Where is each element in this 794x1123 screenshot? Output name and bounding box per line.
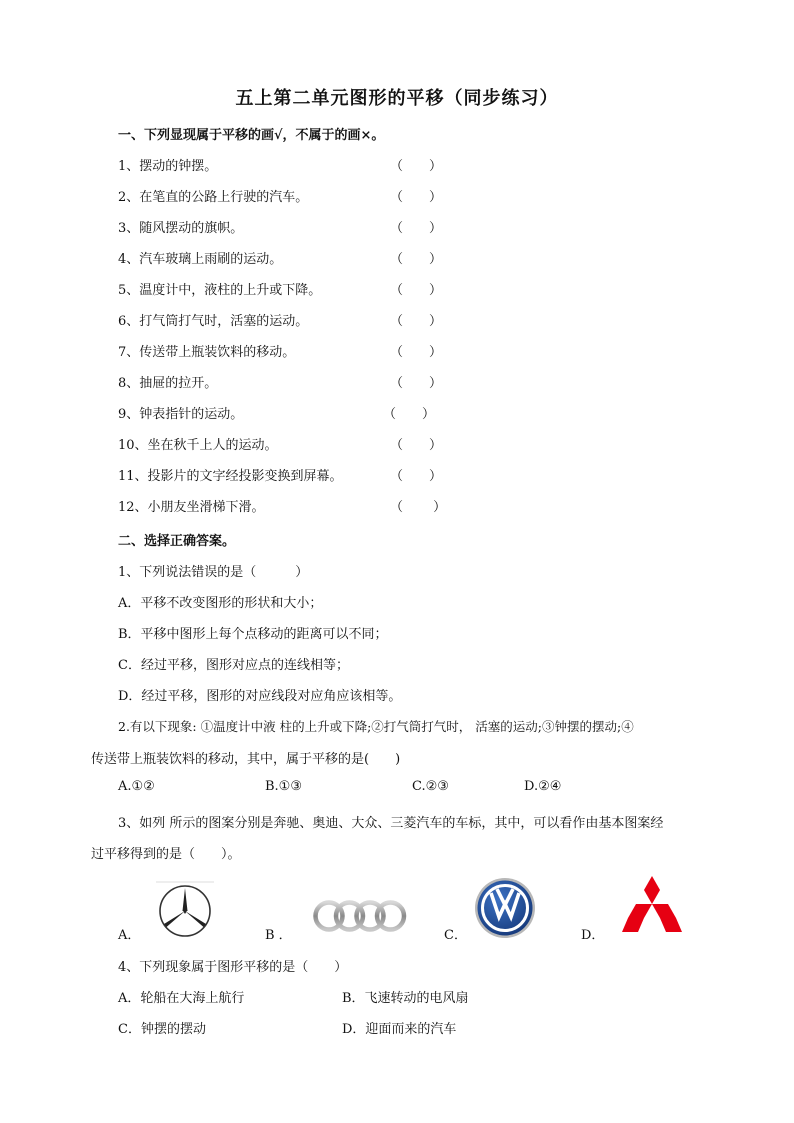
list-item-text: 7、传送带上瓶装饮料的移动。: [118, 345, 296, 360]
answer-blank: （ ）: [390, 283, 443, 298]
answer-blank: （ ）: [390, 376, 443, 391]
answer-blank: （ ）: [390, 221, 443, 236]
answer-blank: （ ）: [390, 190, 443, 205]
question-3-option-d: D．: [581, 928, 605, 943]
answer-blank: （ ）: [390, 345, 443, 360]
question-4-option-c: C．钟摆的摆动: [118, 1022, 206, 1037]
section1-heading: 一、下列显现属于平移的画√，不属于的画×。: [118, 128, 385, 143]
list-item-text: 1、摆动的钟摆。: [118, 159, 218, 174]
question-4-stem: 4、下列现象属于图形平移的是（ ）: [118, 960, 348, 975]
question-1-stem: 1、下列说法错误的是（ ）: [118, 565, 309, 580]
list-item-text: 8、抽屉的拉开。: [118, 376, 218, 391]
question-2-option-c: C.②③: [412, 779, 449, 794]
list-item-text: 9、钟表指针的运动。: [118, 407, 244, 422]
volkswagen-logo: [474, 877, 536, 939]
question-3-option-c: C．: [444, 928, 467, 943]
question-2-option-b: B.①③: [265, 779, 302, 794]
question-1-option-a: A．平移不改变图形的形状和大小；: [118, 596, 323, 611]
answer-blank: （ ）: [383, 407, 436, 422]
answer-blank: （ ）: [390, 469, 443, 484]
mitsubishi-logo: [618, 874, 686, 936]
question-2-line2: 传送带上瓶装饮料的移动，其中，属于平移的是( ): [91, 752, 401, 767]
mercedes-logo: [146, 880, 224, 940]
question-1-option-d: D．经过平移，图形的对应线段对应角应该相等。: [118, 689, 402, 704]
audi-logo: [312, 896, 408, 936]
list-item-text: 12、小朋友坐滑梯下滑。: [118, 500, 265, 515]
question-2-option-d: D.②④: [524, 779, 562, 794]
question-2-option-a: A.①②: [118, 779, 155, 794]
section2-heading: 二、选择正确答案。: [118, 534, 236, 549]
answer-blank: （ ）: [390, 438, 443, 453]
question-3-line1: 3、如列 所示的图案分别是奔驰、奥迪、大众、三菱汽车的车标，其中，可以看作由基本图案经: [118, 816, 664, 831]
question-3-option-b: B ．: [265, 928, 292, 943]
question-4-option-d: D．迎面而来的汽车: [342, 1022, 457, 1037]
answer-blank: （ ）: [390, 159, 443, 174]
question-1-option-c: C．经过平移，图形对应点的连线相等；: [118, 658, 349, 673]
list-item-text: 2、在笔直的公路上行驶的汽车。: [118, 190, 309, 205]
question-4-option-b: B．飞速转动的电风扇: [342, 991, 469, 1006]
question-1-option-b: B．平移中图形上每个点移动的距离可以不同；: [118, 627, 388, 642]
list-item-text: 4、汽车玻璃上雨刷的运动。: [118, 252, 283, 267]
list-item-text: 3、随风摆动的旗帜。: [118, 221, 244, 236]
answer-blank: （ ）: [390, 252, 443, 267]
list-item-text: 5、温度计中，液柱的上升或下降。: [118, 283, 322, 298]
answer-blank: （ ）: [390, 314, 443, 329]
list-item-text: 6、打气筒打气时，活塞的运动。: [118, 314, 309, 329]
list-item-text: 10、坐在秋千上人的运动。: [118, 438, 278, 453]
question-2-line1: 2.有以下现象: ①温度计中液 柱的上升或下降;②打气筒打气时， 活塞的运动;③钟摆的摆动;④: [118, 719, 634, 734]
question-4-option-a: A．轮船在大海上航行: [118, 991, 245, 1006]
answer-blank: （ ）: [390, 500, 447, 515]
question-3-option-a: A．: [118, 928, 141, 943]
question-3-line2: 过平移得到的是（ ）。: [91, 847, 241, 862]
page-title: 五上第二单元图形的平移（同步练习）: [235, 88, 559, 109]
list-item-text: 11、投影片的文字经投影变换到屏幕。: [118, 469, 343, 484]
